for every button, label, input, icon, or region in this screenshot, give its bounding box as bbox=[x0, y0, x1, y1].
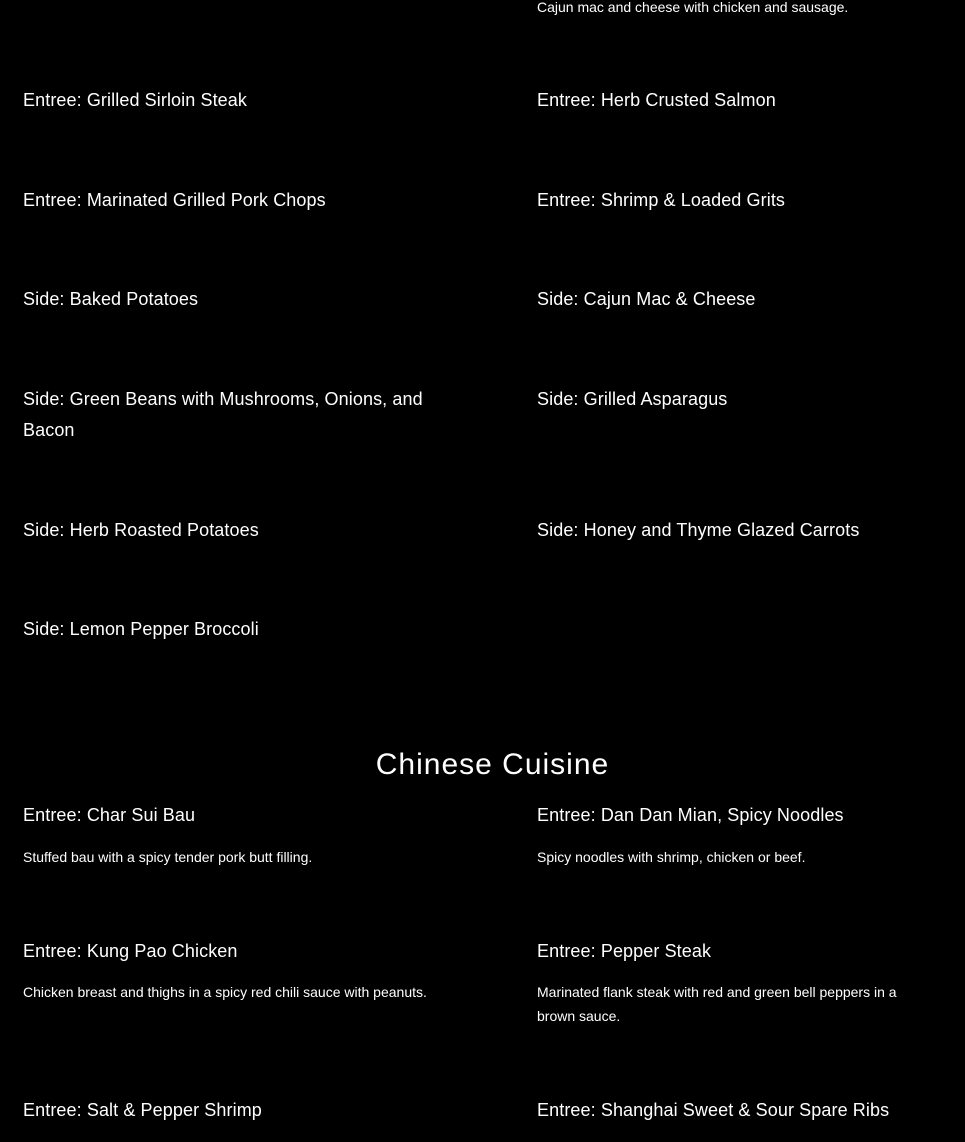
menu-item-title: Entree: Marinated Grilled Pork Chops bbox=[23, 190, 326, 210]
menu-item-title: Side: Baked Potatoes bbox=[23, 289, 199, 309]
menu-item-title: Entree: Dan Dan Mian, Spicy Noodles bbox=[537, 805, 844, 825]
menu-item-title: Entree: Shrimp & Loaded Grits bbox=[537, 190, 786, 210]
menu-item-description: Spicy noodles with shrimp, chicken or beef. bbox=[537, 849, 806, 865]
menu-item-title: Side: Grilled Asparagus bbox=[537, 389, 728, 409]
menu-item-title: Side: Lemon Pepper Broccoli bbox=[23, 619, 259, 639]
menu-item-title: Side: Honey and Thyme Glazed Carrots bbox=[537, 520, 860, 540]
menu-item-title: Entree: Shanghai Sweet & Sour Spare Ribs bbox=[537, 1100, 890, 1120]
section-title: Chinese Cuisine bbox=[375, 748, 610, 781]
menu-item-title: Entree: Grilled Sirloin Steak bbox=[23, 90, 247, 110]
menu-item-title: Side: Green Beans with Mushrooms, Onions, and Bacon bbox=[23, 389, 423, 440]
menu-item-title: Entree: Salt & Pepper Shrimp bbox=[23, 1100, 262, 1120]
menu-item-title: Entree: Kung Pao Chicken bbox=[23, 941, 238, 961]
menu-item-title: Side: Herb Roasted Potatoes bbox=[23, 520, 259, 540]
menu-item-description: Stuffed bau with a spicy tender pork butt filling. bbox=[23, 849, 313, 865]
menu-item-title: Entree: Char Sui Bau bbox=[23, 805, 196, 825]
menu-item-title: Entree: Pepper Steak bbox=[537, 941, 712, 961]
menu-item-description: Cajun mac and cheese with chicken and sausage. bbox=[537, 0, 849, 15]
menu-item-description: Marinated flank steak with red and green bell peppers in a brown sauce. bbox=[537, 984, 897, 1024]
menu-item-title: Entree: Herb Crusted Salmon bbox=[537, 90, 776, 110]
menu-item-description: Chicken breast and thighs in a spicy red chili sauce with peanuts. bbox=[23, 984, 427, 1000]
menu-item-title: Side: Cajun Mac & Cheese bbox=[537, 289, 756, 309]
